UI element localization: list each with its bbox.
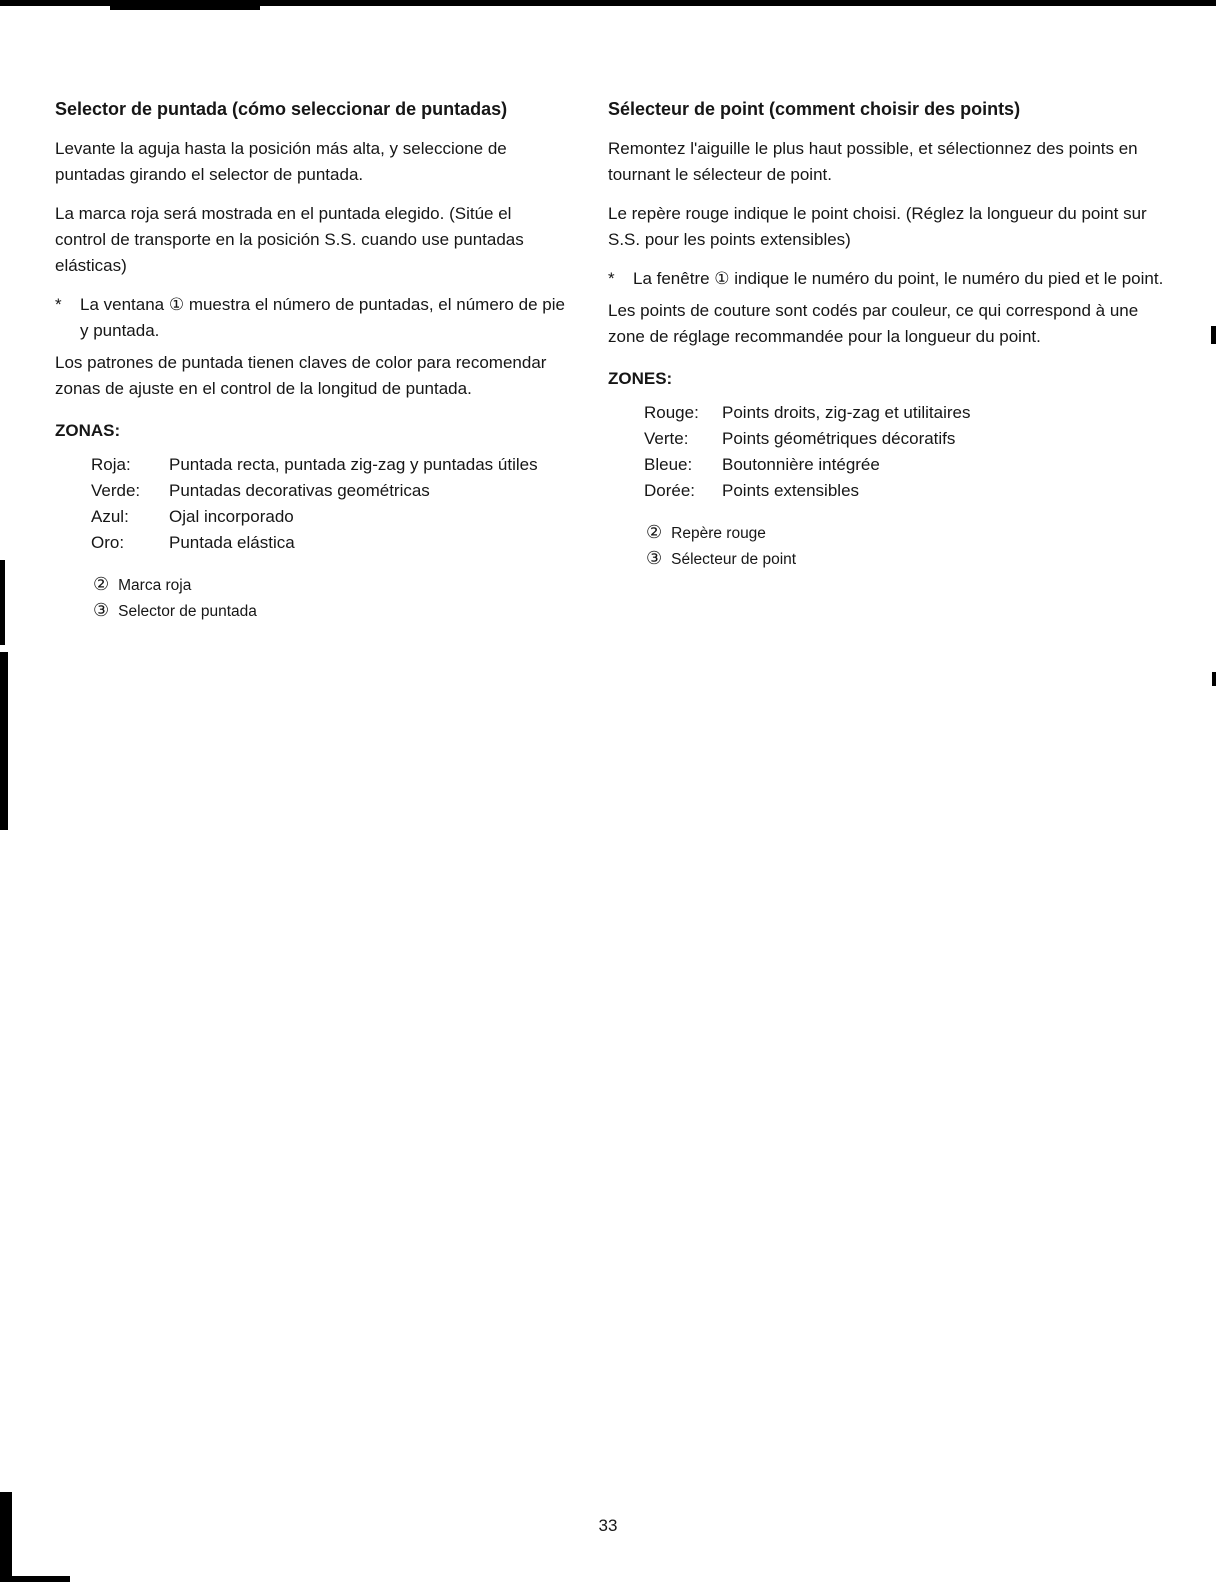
callout-row bbox=[646, 520, 1164, 546]
zone-row bbox=[91, 530, 567, 556]
zone-label: Azul: bbox=[91, 507, 129, 526]
zone-row bbox=[644, 426, 1164, 452]
scan-artifact-right-1 bbox=[1211, 326, 1216, 344]
callout-text: Marca roja bbox=[118, 577, 192, 594]
zone-row bbox=[91, 452, 567, 478]
zone-label: Bleue: bbox=[644, 455, 693, 474]
scan-artifact-bottom bbox=[0, 1576, 70, 1582]
french-zones-heading: ZONES: bbox=[608, 369, 673, 388]
spanish-section-heading: Selector de puntada (cómo seleccionar de puntadas) bbox=[55, 99, 508, 119]
spanish-note-text: La ventana ① muestra el número de puntadas, el número de pie y puntada. bbox=[80, 295, 565, 340]
zone-label: Dorée: bbox=[644, 481, 696, 500]
french-paragraph-3: Les points de couture sont codés par couleur, ce qui correspond à une zone de réglage recommandée pour la longueur du point. bbox=[608, 301, 1139, 346]
french-paragraph-1: Remontez l'aiguille le plus haut possible, et sélectionnez des points en tournant le sélecteur de point. bbox=[608, 139, 1138, 184]
zone-desc: Boutonnière intégrée bbox=[722, 455, 880, 474]
scan-artifact-top-blob bbox=[110, 0, 260, 10]
zone-desc: Points droits, zig-zag et utilitaires bbox=[722, 403, 971, 422]
zone-desc: Points extensibles bbox=[722, 481, 860, 500]
page-number: 33 bbox=[598, 1516, 618, 1535]
french-note-bullet bbox=[608, 266, 1164, 292]
zone-desc: Points géométriques décoratifs bbox=[722, 429, 956, 448]
zone-label: Rouge: bbox=[644, 403, 699, 422]
zone-row bbox=[644, 478, 1164, 504]
zone-row bbox=[91, 478, 567, 504]
callout-row bbox=[93, 598, 567, 624]
callout-text: Selector de puntada bbox=[118, 603, 257, 620]
zone-label: Roja: bbox=[91, 455, 131, 474]
callout-row bbox=[93, 572, 567, 598]
column-french bbox=[608, 96, 1164, 572]
zone-label: Verde: bbox=[91, 481, 141, 500]
spanish-note-bullet bbox=[55, 292, 567, 344]
spanish-paragraph-3: Los patrones de puntada tienen claves de color para recomendar zonas de ajuste en el control de la longitud de puntada. bbox=[55, 353, 547, 398]
scan-artifact-left-3 bbox=[0, 1492, 12, 1582]
circled-2-icon: ② bbox=[93, 574, 110, 594]
column-spanish bbox=[55, 96, 567, 624]
zone-desc: Puntadas decorativas geométricas bbox=[169, 481, 430, 500]
spanish-paragraph-2: La marca roja será mostrada en el puntada elegido. (Sitúe el control de transporte en la posición S.S. cuando use puntadas elásticas) bbox=[55, 204, 524, 275]
callout-text: Sélecteur de point bbox=[671, 551, 797, 568]
callout-text: Repère rouge bbox=[671, 525, 766, 542]
zone-label: Verte: bbox=[644, 429, 689, 448]
french-section-heading: Sélecteur de point (comment choisir des points) bbox=[608, 99, 1021, 119]
scan-artifact-right-2 bbox=[1212, 672, 1216, 686]
zone-row bbox=[644, 400, 1164, 426]
scan-artifact-left-2 bbox=[0, 652, 8, 830]
zone-row bbox=[644, 452, 1164, 478]
circled-3-icon: ③ bbox=[646, 548, 663, 568]
french-note-text: La fenêtre ① indique le numéro du point, le numéro du pied et le point. bbox=[633, 269, 1164, 288]
french-callouts bbox=[646, 520, 1164, 572]
french-zones-list bbox=[644, 400, 1164, 504]
spanish-zones-heading: ZONAS: bbox=[55, 421, 121, 440]
zone-desc: Puntada elástica bbox=[169, 533, 295, 552]
circled-2-icon: ② bbox=[646, 522, 663, 542]
zone-label: Oro: bbox=[91, 533, 125, 552]
spanish-callouts bbox=[93, 572, 567, 624]
callout-row bbox=[646, 546, 1164, 572]
zone-desc: Ojal incorporado bbox=[169, 507, 294, 526]
scan-artifact-left-1 bbox=[0, 560, 5, 645]
zone-row bbox=[91, 504, 567, 530]
circled-3-icon: ③ bbox=[93, 600, 110, 620]
spanish-paragraph-1: Levante la aguja hasta la posición más alta, y seleccione de puntadas girando el selector de puntada. bbox=[55, 139, 507, 184]
spanish-zones-list bbox=[91, 452, 567, 556]
french-paragraph-2: Le repère rouge indique le point choisi. (Réglez la longueur du point sur S.S. pour les points extensibles) bbox=[608, 204, 1147, 249]
zone-desc: Puntada recta, puntada zig-zag y puntadas útiles bbox=[169, 455, 538, 474]
asterisk-marker: * bbox=[55, 295, 62, 314]
asterisk-marker: * bbox=[608, 269, 615, 288]
